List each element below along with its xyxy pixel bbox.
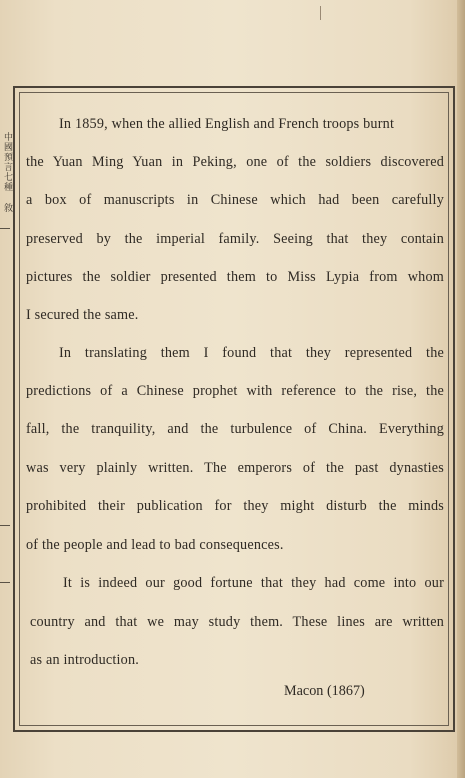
text-line: predictions of a Chinese prophet with reference to the rise, the [26,383,444,399]
text-line: preserved by the imperial family. Seeing that they contain [26,231,444,247]
spine-margin [0,120,14,660]
page-mark [320,6,321,20]
text-line: country and that we may study them. These lines are written [30,614,444,630]
spine-tick-mark [0,525,10,526]
text-line: pictures the soldier presented them to Miss Lypia from whom [26,269,444,285]
page-edge [457,0,465,778]
text-line: of the people and lead to bad consequences. [26,537,284,553]
spine-tick-mark [0,582,10,583]
text-line: as an introduction. [30,652,140,668]
text-line: It is indeed our good fortune that they had come into our [63,575,444,591]
text-line: In 1859, when the allied English and French troops burnt [59,116,395,132]
text-line: I secured the same. [26,307,139,323]
text-line: fall, the tranquility, and the turbulence of China. Everything [26,421,444,437]
text-line: a box of manuscripts in Chinese which had been carefully [26,192,444,208]
text-line: the Yuan Ming Yuan in Peking, one of the soldiers discovered [26,154,444,170]
text-line: prohibited their publication for they might disturb the minds [26,498,444,514]
signature-line: Macon (1867) [284,683,365,699]
text-line: was very plainly written. The emperors of the past dynasties [26,460,444,476]
spine-title: 中國預言七種 敘 [2,132,12,213]
spine-tick-mark [0,228,10,229]
text-line: In translating them I found that they represented the [59,345,444,361]
